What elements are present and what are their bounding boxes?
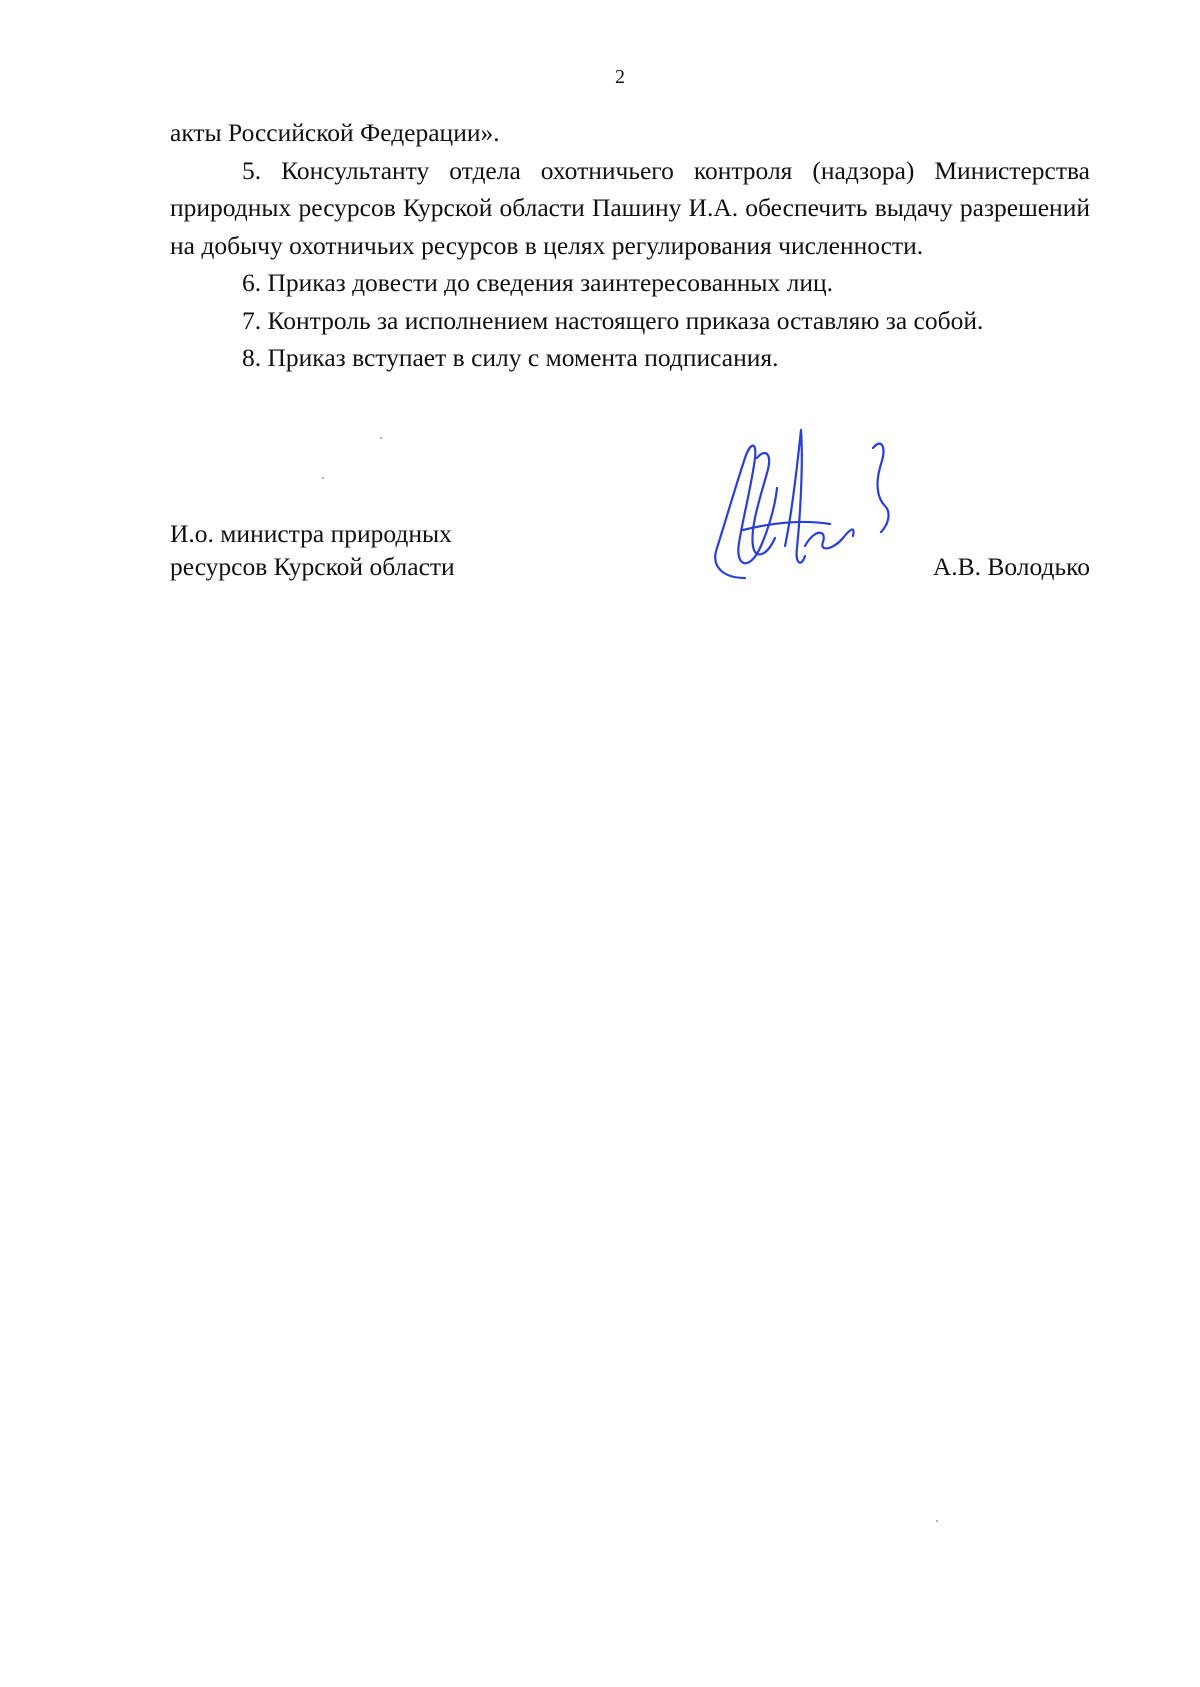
page-number: 2	[615, 66, 625, 88]
signatory-position	[170, 517, 455, 583]
scan-speck	[936, 1520, 938, 1522]
signatory-position-line-1: И.о. министра природных	[170, 519, 452, 548]
scan-speck	[322, 477, 324, 479]
signatory-position-line-2: ресурсов Курской области	[170, 552, 455, 581]
signature-block	[170, 517, 1090, 607]
paragraph-item-6: 6. Приказ довести до сведения заинтересованных лиц.	[242, 268, 833, 297]
scan-speck	[380, 437, 382, 439]
signatory-name: А.В. Володько	[932, 552, 1090, 581]
paragraph-item-8: 8. Приказ вступает в силу с момента подписания.	[242, 343, 779, 372]
paragraph-item-7: 7. Контроль за исполнением настоящего приказа оставляю за собой.	[242, 305, 984, 335]
paragraph-continuation: акты Российской Федерации».	[170, 118, 500, 147]
paragraph-item-5: 5. Консультанту отдела охотничьего контроля (надзора) Министерства природных ресурсов Курской области Пашину И.А. обеспечить выдачу разрешений на добычу охотничьих ресурсов в целях регулирования численности.	[170, 155, 1090, 260]
document-body	[170, 114, 1090, 377]
